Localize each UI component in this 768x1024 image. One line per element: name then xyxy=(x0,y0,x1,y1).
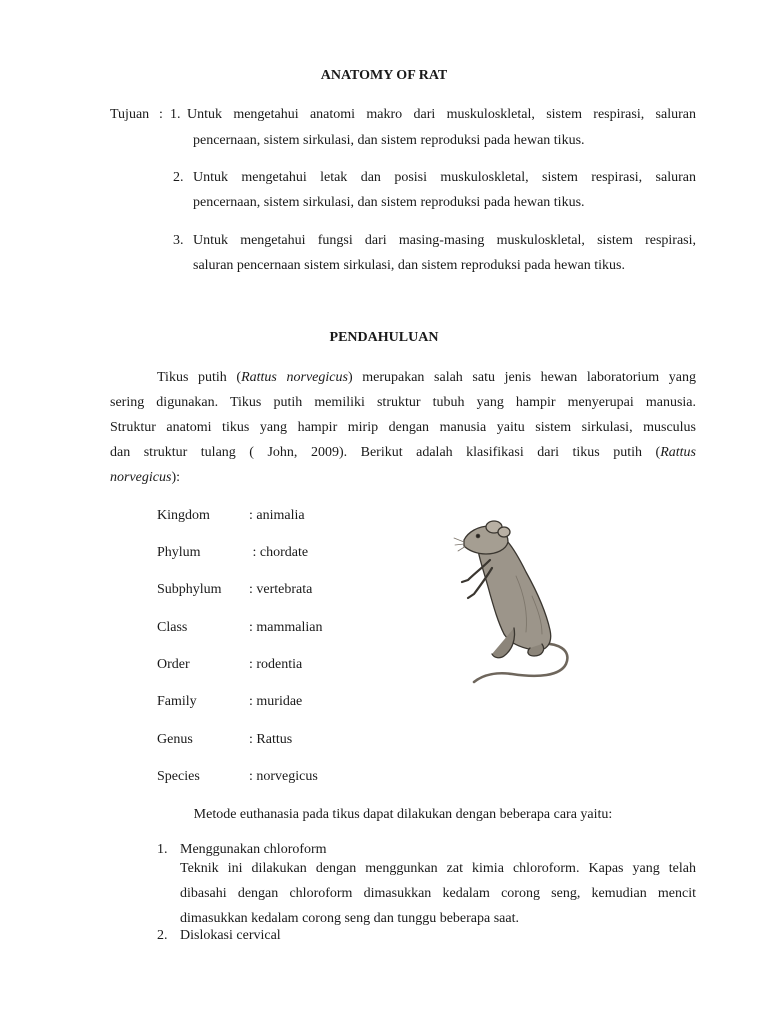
tujuan-item-number: 1. xyxy=(170,107,181,122)
classification-label: Genus xyxy=(157,732,193,747)
pendahuluan-heading: PENDAHULUAN xyxy=(329,330,439,345)
classification-value: : vertebrata xyxy=(249,582,313,597)
classification-label: Species xyxy=(157,769,200,784)
tujuan-item-text: Untuk mengetahui letak dan posisi muskuloskletal, sistem respirasi, saluran xyxy=(193,170,696,185)
classification-label: Order xyxy=(157,657,190,672)
rat-icon xyxy=(454,521,567,682)
rat-illustration xyxy=(446,516,574,684)
classification-value: : animalia xyxy=(249,508,305,523)
metode-item-title: Menggunakan chloroform xyxy=(180,842,327,857)
rat-eye xyxy=(476,534,479,537)
rat-tail xyxy=(474,644,567,682)
tujuan-colon: : xyxy=(159,107,163,122)
paragraph-line: dan struktur tulang ( John, 2009). Berikut adalah klasifikasi dari tikus putih (Rattus xyxy=(110,445,696,460)
classification-label: Class xyxy=(157,620,188,635)
tujuan-item-text: Untuk mengetahui fungsi dari masing-masing muskuloskletal, sistem respirasi, xyxy=(193,233,696,248)
metode-item-title: Dislokasi cervical xyxy=(180,928,281,943)
tujuan-item-number: 2. xyxy=(173,170,184,185)
tujuan-item-text: saluran pencernaan sistem sirkulasi, dan sistem reproduksi pada hewan tikus. xyxy=(193,258,625,273)
classification-value: : mammalian xyxy=(249,620,323,635)
paragraph-line: sering digunakan. Tikus putih memiliki struktur tubuh yang hampir menyerupai manusia. xyxy=(110,395,696,410)
metode-item-text: dibasahi dengan chloroform dimasukkan kedalam corong seng, kemudian mencit xyxy=(180,886,696,901)
paragraph-line: norvegicus): xyxy=(110,470,180,485)
tujuan-label: Tujuan xyxy=(110,107,150,122)
rat-ear xyxy=(498,527,510,537)
classification-label: Phylum xyxy=(157,545,201,560)
classification-value: : rodentia xyxy=(249,657,303,672)
classification-value: : norvegicus xyxy=(249,769,318,784)
classification-value: : chordate xyxy=(249,545,309,560)
paragraph-line: Tikus putih (Rattus norvegicus) merupakan salah satu jenis hewan laboratorium yang xyxy=(157,370,696,385)
metode-item-text: Teknik ini dilakukan dengan menggunkan zat kimia chloroform. Kapas yang telah xyxy=(180,861,696,876)
classification-label: Subphylum xyxy=(157,582,222,597)
metode-intro: Metode euthanasia pada tikus dapat dilakukan dengan beberapa cara yaitu: xyxy=(193,807,613,822)
classification-value: : muridae xyxy=(249,694,303,709)
metode-item-number: 1. xyxy=(157,842,168,857)
classification-label: Kingdom xyxy=(157,508,210,523)
tujuan-item-text: pencernaan, sistem sirkulasi, dan sistem reproduksi pada hewan tikus. xyxy=(193,133,585,148)
metode-item-text: dimasukkan kedalam corong seng dan tunggu beberapa saat. xyxy=(180,911,520,926)
page-title: ANATOMY OF RAT xyxy=(320,68,448,83)
tujuan-item-text: Untuk mengetahui anatomi makro dari muskuloskletal, sistem respirasi, saluran xyxy=(187,107,696,122)
classification-label: Family xyxy=(157,694,197,709)
tujuan-item-number: 3. xyxy=(173,233,184,248)
metode-item-number: 2. xyxy=(157,928,168,943)
tujuan-item-text: pencernaan, sistem sirkulasi, dan sistem reproduksi pada hewan tikus. xyxy=(193,195,585,210)
classification-value: : Rattus xyxy=(249,732,293,747)
paragraph-line: Struktur anatomi tikus yang hampir mirip dengan manusia yaitu sistem sirkulasi, musculus xyxy=(110,420,696,435)
